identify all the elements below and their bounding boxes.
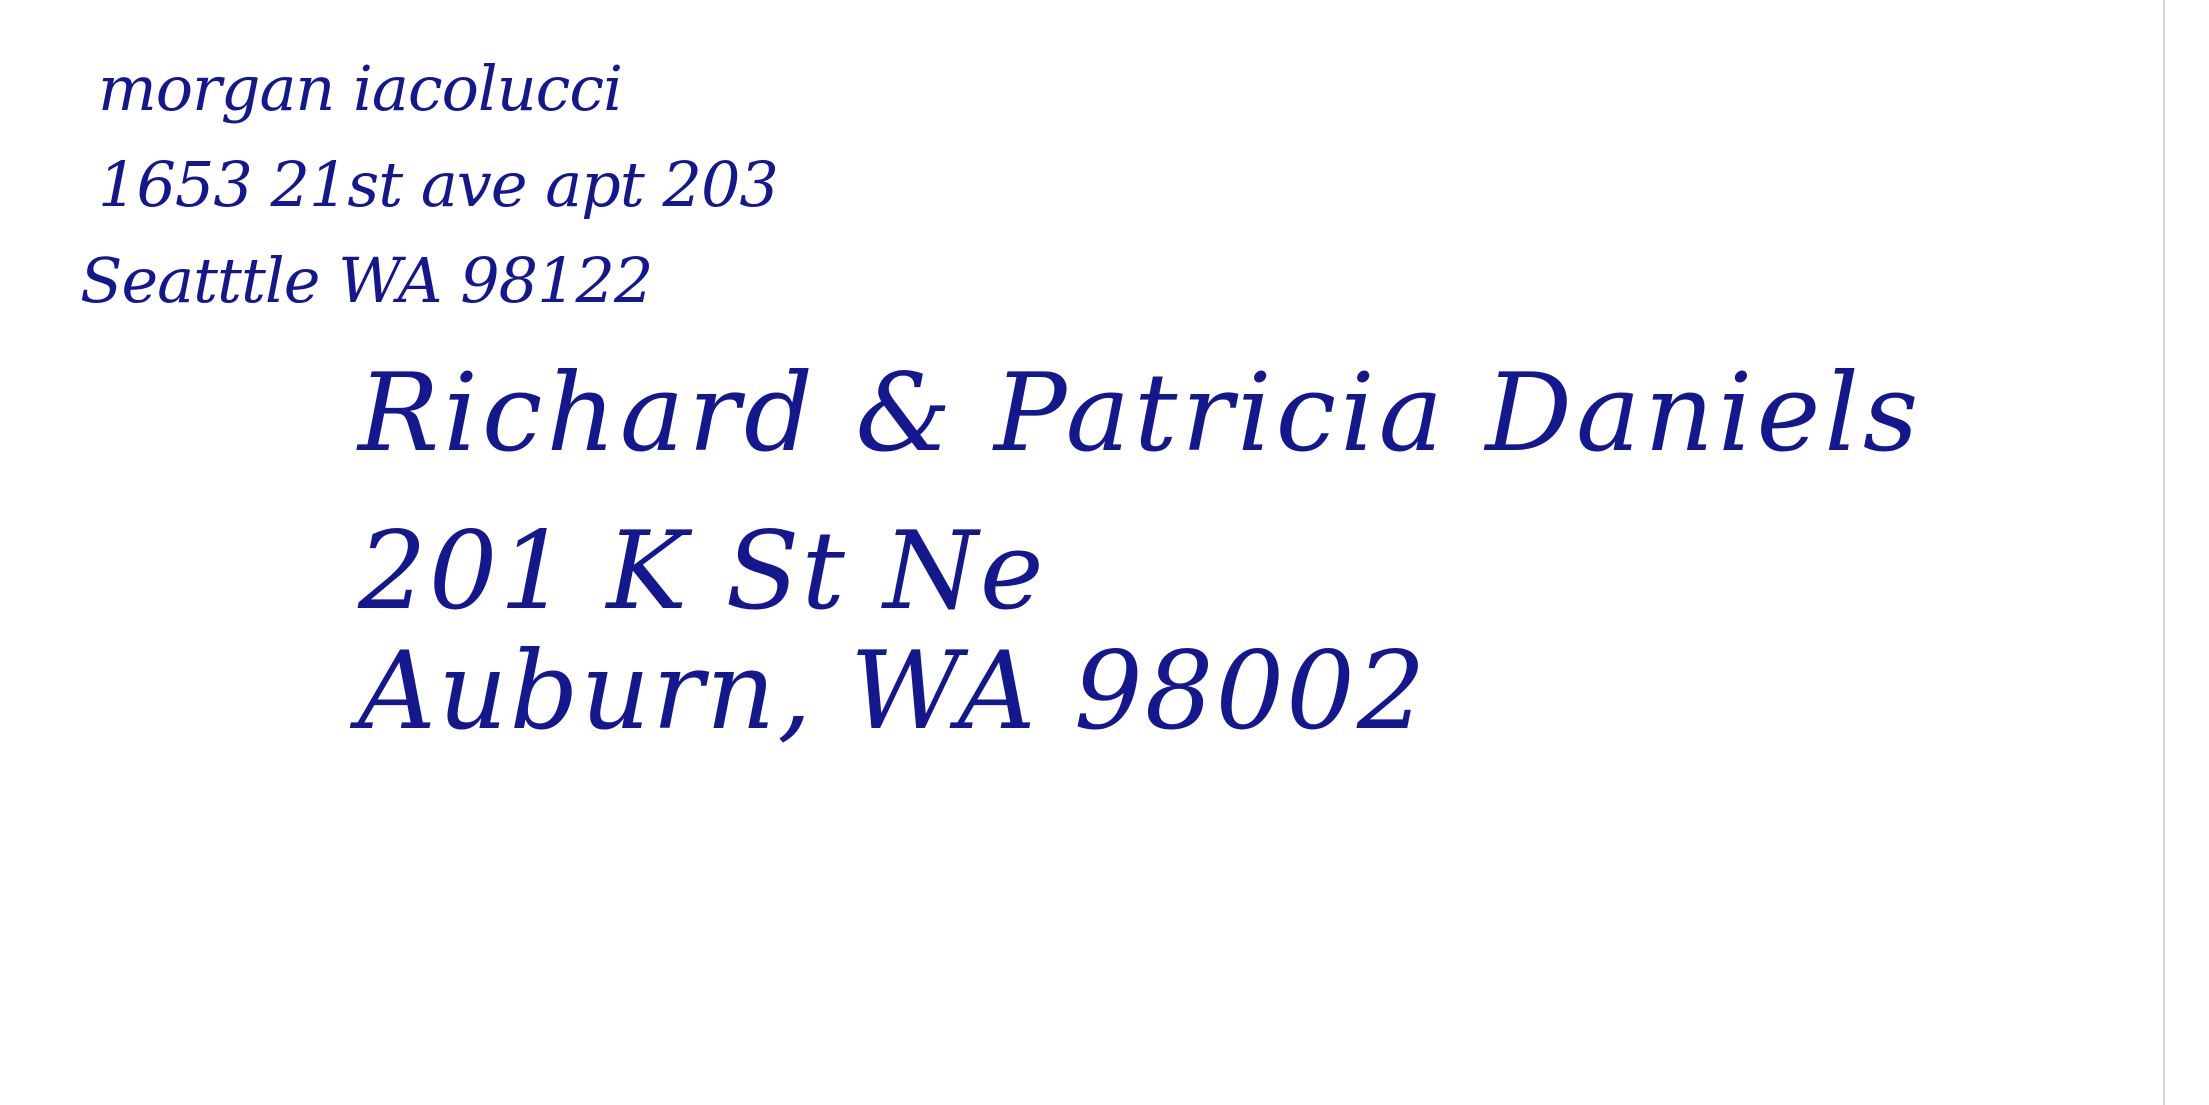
return-address-street: 1653 21st ave apt 203 [98,148,778,221]
envelope-edge-divider [2163,0,2165,1105]
recipient-address-name: Richard & Patricia Daniels [358,351,1923,476]
recipient-address-street: 201 K St Ne [358,509,1046,634]
return-address-city-state-zip: Seatttle WA 98122 [80,244,653,317]
return-address-name: morgan iacolucci [98,52,622,125]
recipient-address-city-state-zip: Auburn, WA 98002 [358,629,1428,754]
